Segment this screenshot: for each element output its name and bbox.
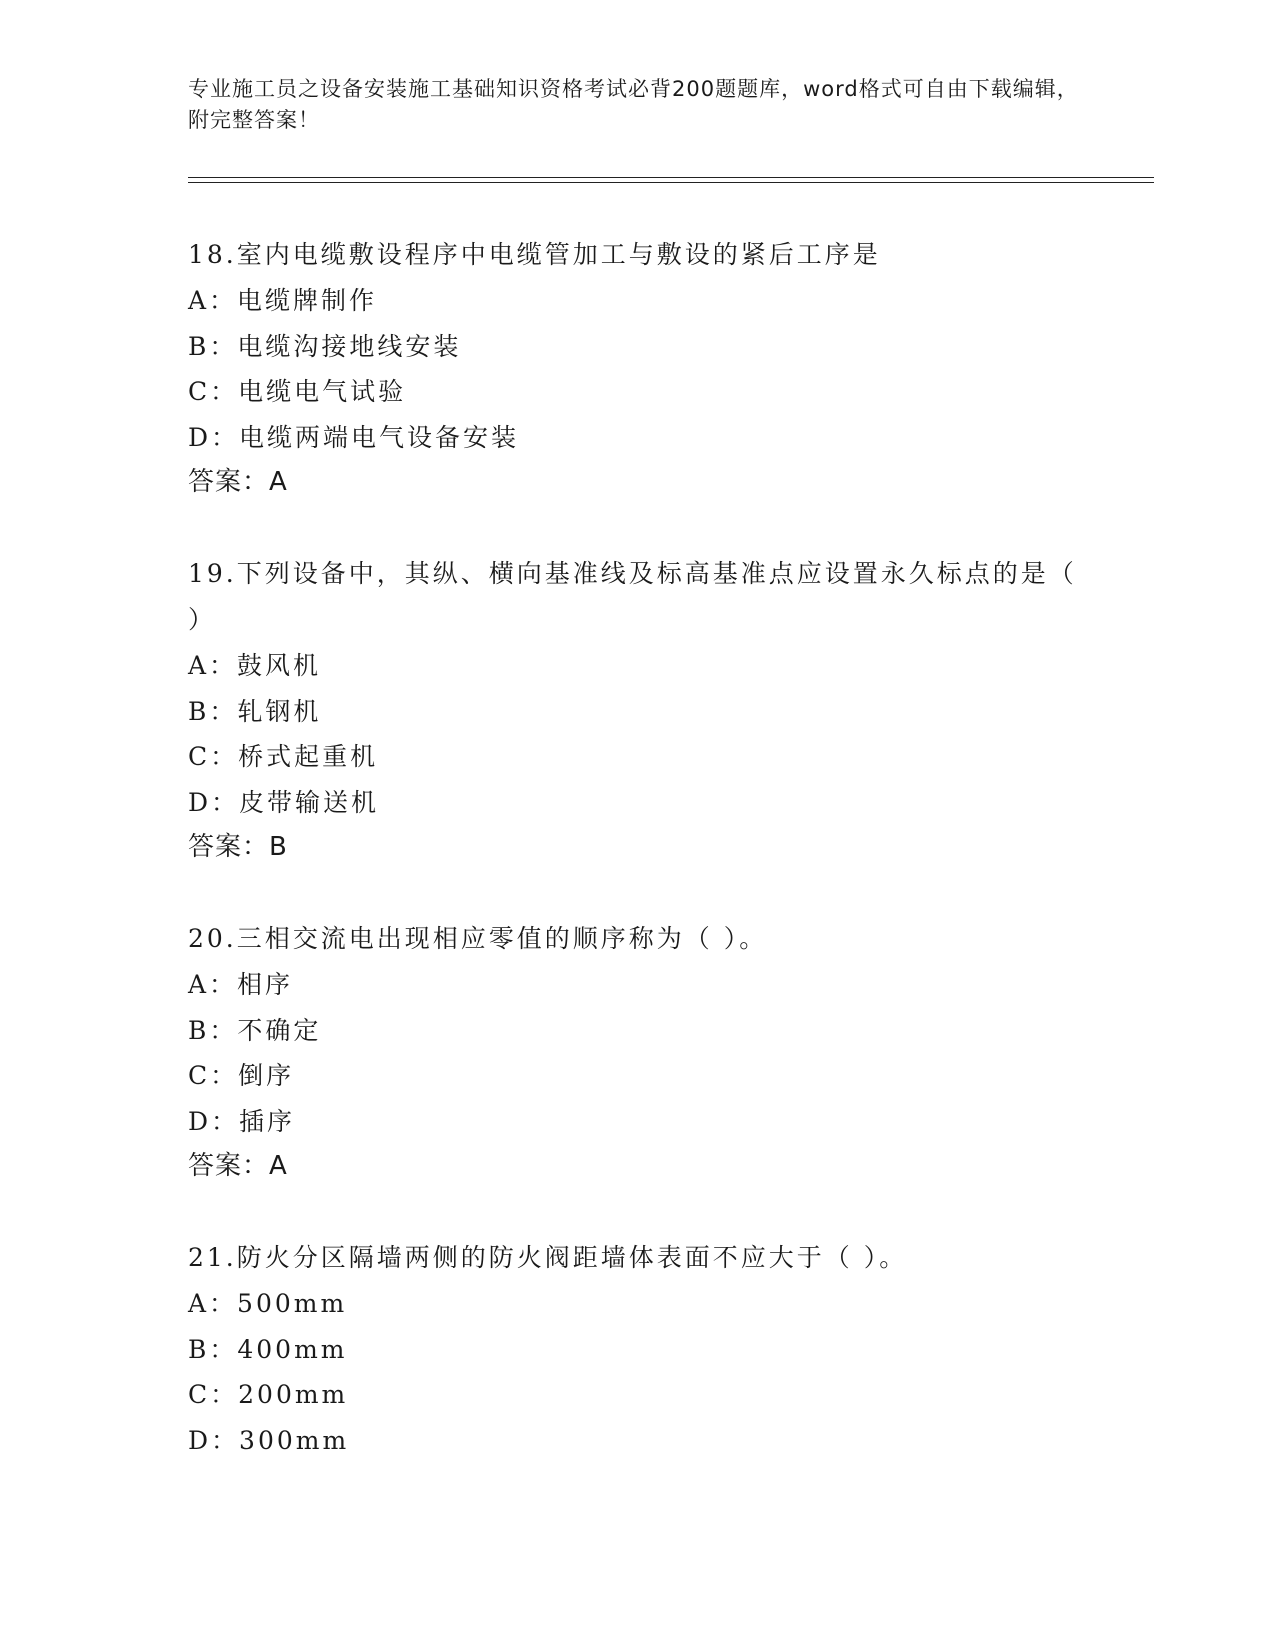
question-18 [188,232,1088,505]
option-a: A：500mm [188,1289,348,1318]
question-stem: 18.室内电缆敷设程序中电缆管加工与敷设的紧后工序是 [188,240,881,269]
question-stem: 19.下列设备中，其纵、横向基准线及标高基准点应设置永久标点的是（ ） [188,559,1077,634]
question-19 [188,551,1088,870]
answer: 答案：A [188,1151,288,1181]
question-20 [188,916,1088,1189]
option-d: D：插序 [188,1106,296,1136]
option-a: A：电缆牌制作 [188,286,378,315]
option-b: B：不确定 [188,1015,322,1045]
answer: 答案：B [188,832,288,862]
question-list [188,232,1088,1463]
question-stem: 21.防火分区隔墙两侧的防火阀距墙体表面不应大于（ ）。 [188,1243,908,1272]
option-d: D：电缆两端电气设备安装 [188,422,520,452]
option-c: C：200mm [188,1380,349,1409]
option-c: C：电缆电气试验 [188,377,407,406]
header-divider [188,177,1154,183]
option-d: D：300mm [188,1425,350,1455]
option-d: D：皮带输送机 [188,787,380,817]
option-b: B：400mm [188,1334,348,1364]
option-a: A：鼓风机 [188,651,322,680]
document-header: 专业施工员之设备安装施工基础知识资格考试必背200题题库，word格式可自由下载编辑，附完整答案！ [188,77,1079,132]
option-a: A：相序 [188,970,294,999]
question-stem: 20.三相交流电出现相应零值的顺序称为（ ）。 [188,924,768,953]
option-c: C：倒序 [188,1061,295,1090]
question-21 [188,1235,1088,1463]
option-b: B：轧钢机 [188,696,322,726]
option-c: C：桥式起重机 [188,742,379,771]
option-b: B：电缆沟接地线安装 [188,331,462,361]
answer: 答案：A [188,467,288,497]
